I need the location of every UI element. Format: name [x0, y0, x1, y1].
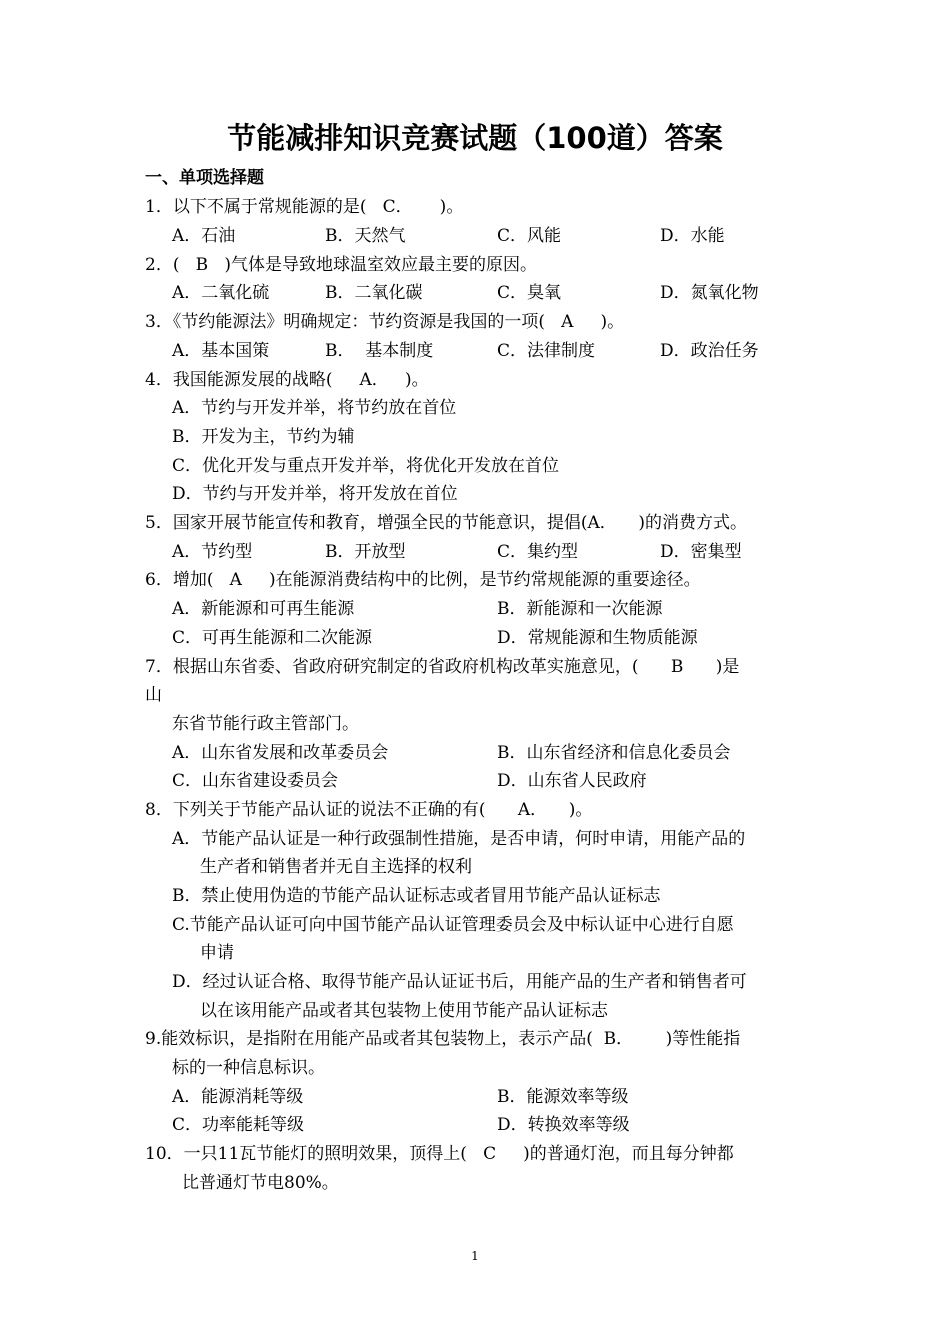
question-10-stem: 10．一只11瓦节能灯的照明效果，顶得上( C )的普通灯泡，而且每分钟都 — [145, 1144, 734, 1164]
question-5-option-d: D．密集型 — [660, 542, 742, 562]
question-2-option-b: B．二氧化碳 — [325, 283, 423, 303]
question-6-option-c: C．可再生能源和二次能源 — [172, 628, 373, 648]
question-1-stem: 1．以下不属于常规能源的是( C． )。 — [145, 197, 464, 217]
question-4-option-a: A．节约与开发并举，将节约放在首位 — [172, 398, 457, 418]
question-4-stem: 4．我国能源发展的战略( A． )。 — [145, 370, 429, 390]
question-2-option-c: C．臭氧 — [497, 283, 562, 303]
question-2-stem: 2．( B )气体是导致地球温室效应最主要的原因。 — [145, 255, 537, 275]
question-10-stem-cont: 比普通灯节电80%。 — [182, 1173, 339, 1193]
question-3-option-d: D．政治任务 — [660, 341, 759, 361]
question-7-option-a: A．山东省发展和改革委员会 — [172, 743, 389, 763]
question-9-option-d: D．转换效率等级 — [497, 1115, 630, 1135]
question-5-option-a: A．节约型 — [172, 542, 253, 562]
question-7-stem: 7．根据山东省委、省政府研究制定的省政府机构改革实施意见，( B )是 — [145, 657, 740, 677]
question-9-option-a: A．能源消耗等级 — [172, 1087, 304, 1107]
question-2-option-a: A．二氧化硫 — [172, 283, 270, 303]
question-3-option-b: B． 基本制度 — [325, 341, 434, 361]
question-8-option-c-cont: 申请 — [200, 943, 234, 963]
question-1-option-c: C．风能 — [497, 226, 562, 246]
question-6-option-b: B．新能源和一次能源 — [497, 599, 663, 619]
question-7-stem-cont: 东省节能行政主管部门。 — [172, 714, 359, 734]
section-heading: 一、单项选择题 — [145, 168, 264, 188]
question-7-option-d: D．山东省人民政府 — [497, 771, 647, 791]
question-9-option-c: C．功率能耗等级 — [172, 1115, 305, 1135]
question-4-option-d: D．节约与开发并举，将开发放在首位 — [172, 484, 458, 504]
question-3-option-c: C．法律制度 — [497, 341, 596, 361]
question-8-option-c: C.节能产品认证可向中国节能产品认证管理委员会及中标认证中心进行自愿 — [172, 915, 734, 935]
question-3-stem: 3．《节约能源法》明确规定：节约资源是我国的一项( A )。 — [145, 312, 625, 332]
question-8-option-d: D．经过认证合格、取得节能产品认证证书后，用能产品的生产者和销售者可 — [172, 972, 747, 992]
question-4-option-b: B．开发为主，节约为辅 — [172, 427, 355, 447]
question-5-option-b: B．开放型 — [325, 542, 406, 562]
question-8-option-d-cont: 以在该用能产品或者其包装物上使用节能产品认证标志 — [200, 1001, 608, 1021]
question-8-option-a-cont: 生产者和销售者并无自主选择的权利 — [200, 857, 472, 877]
question-1-option-a: A．石油 — [172, 226, 236, 246]
question-2-option-d: D．氮氧化物 — [660, 283, 759, 303]
question-4-option-c: C．优化开发与重点开发并举，将优化开发放在首位 — [172, 456, 560, 476]
question-1-option-d: D．水能 — [660, 226, 725, 246]
question-8-option-b: B．禁止使用伪造的节能产品认证标志或者冒用节能产品认证标志 — [172, 886, 661, 906]
document-title: 节能减排知识竞赛试题（100道）答案 — [227, 121, 723, 155]
question-7-stem-wrap: 山 — [145, 685, 162, 705]
question-8-stem: 8．下列关于节能产品认证的说法不正确的有( A． )。 — [145, 800, 593, 820]
question-6-option-d: D．常规能源和生物质能源 — [497, 628, 698, 648]
question-7-option-b: B．山东省经济和信息化委员会 — [497, 743, 731, 763]
question-6-option-a: A．新能源和可再生能源 — [172, 599, 355, 619]
question-9-stem-cont: 标的一种信息标识。 — [172, 1058, 325, 1078]
question-5-stem: 5．国家开展节能宣传和教育，增强全民的节能意识，提倡(A． )的消费方式。 — [145, 513, 747, 533]
question-9-option-b: B．能源效率等级 — [497, 1087, 629, 1107]
question-3-option-a: A．基本国策 — [172, 341, 270, 361]
question-1-option-b: B．天然气 — [325, 226, 406, 246]
question-8-option-a: A．节能产品认证是一种行政强制性措施，是否申请，何时申请，用能产品的 — [172, 829, 746, 849]
question-5-option-c: C．集约型 — [497, 542, 579, 562]
question-7-option-c: C．山东省建设委员会 — [172, 771, 339, 791]
question-9-stem: 9.能效标识，是指附在用能产品或者其包装物上，表示产品( B． )等性能指 — [145, 1029, 741, 1049]
question-6-stem: 6．增加( A )在能源消费结构中的比例，是节约常规能源的重要途径。 — [145, 570, 701, 590]
page-number: 1 — [471, 1249, 479, 1263]
